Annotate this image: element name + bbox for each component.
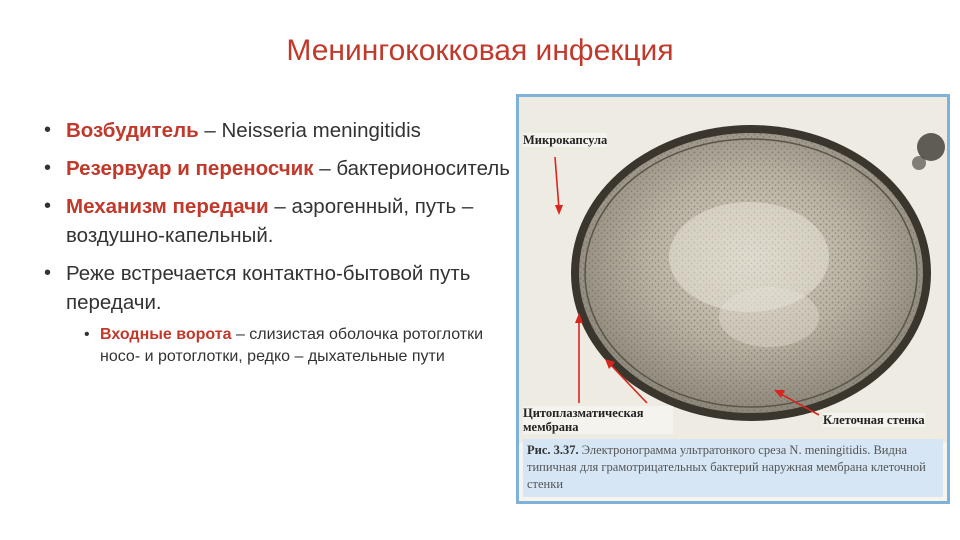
bullet-transmission: [44, 192, 519, 250]
bullet-transmission-text: – аэрогенный, путь – воздушно-капельный.: [66, 195, 474, 247]
bullet-reservoir-text: – бактерионоситель: [313, 157, 510, 180]
bullet-contact-text: Реже встречается контактно-бытовой путь передачи.: [66, 262, 471, 314]
debris-blob: [912, 156, 926, 170]
bullet-dot: •: [44, 195, 52, 217]
bullet-transmission-term: Механизм передачи: [66, 195, 269, 218]
label-cell-wall: Клеточная стенка: [823, 413, 925, 427]
slide-title: Менингококковая инфекция: [286, 34, 674, 67]
micrograph-figure: [516, 94, 950, 504]
bullet-list: [44, 116, 519, 368]
label-microcapsule: Микрокапсула: [523, 133, 608, 147]
bullet-pathogen: [44, 116, 519, 145]
bullet-dot: •: [44, 157, 52, 179]
bullet-pathogen-term: Возбудитель: [66, 119, 199, 142]
label-cytoplasmic-membrane: Цитоплазматическая мембрана: [523, 406, 673, 434]
figure-caption: [523, 439, 943, 497]
sub-bullet-entry-text: – слизистая оболочка ротоглотки носо- и ротоглотки, редко – дыхательные пути: [100, 326, 484, 365]
bullet-pathogen-text: – Neisseria meningitidis: [198, 119, 421, 142]
bullet-dot: •: [84, 326, 90, 343]
bullet-dot: •: [44, 262, 52, 284]
caption-number: Рис. 3.37.: [527, 443, 579, 457]
sub-bullet-entry: [84, 324, 519, 368]
bullet-reservoir-term: Резервуар и переносчик: [66, 157, 314, 180]
bullet-reservoir: [44, 154, 519, 183]
micrograph-image: [519, 97, 947, 443]
bullet-contact: [44, 259, 519, 317]
sub-bullet-entry-term: Входные ворота: [100, 326, 232, 343]
caption-text: Электронограмма ультратонкого среза N. meningitidis. Видна типичная для грамотрицательных бактерий наружная мембрана клеточной стенки: [527, 443, 926, 491]
bullet-dot: •: [44, 119, 52, 141]
nucleoid-area: [719, 287, 819, 347]
